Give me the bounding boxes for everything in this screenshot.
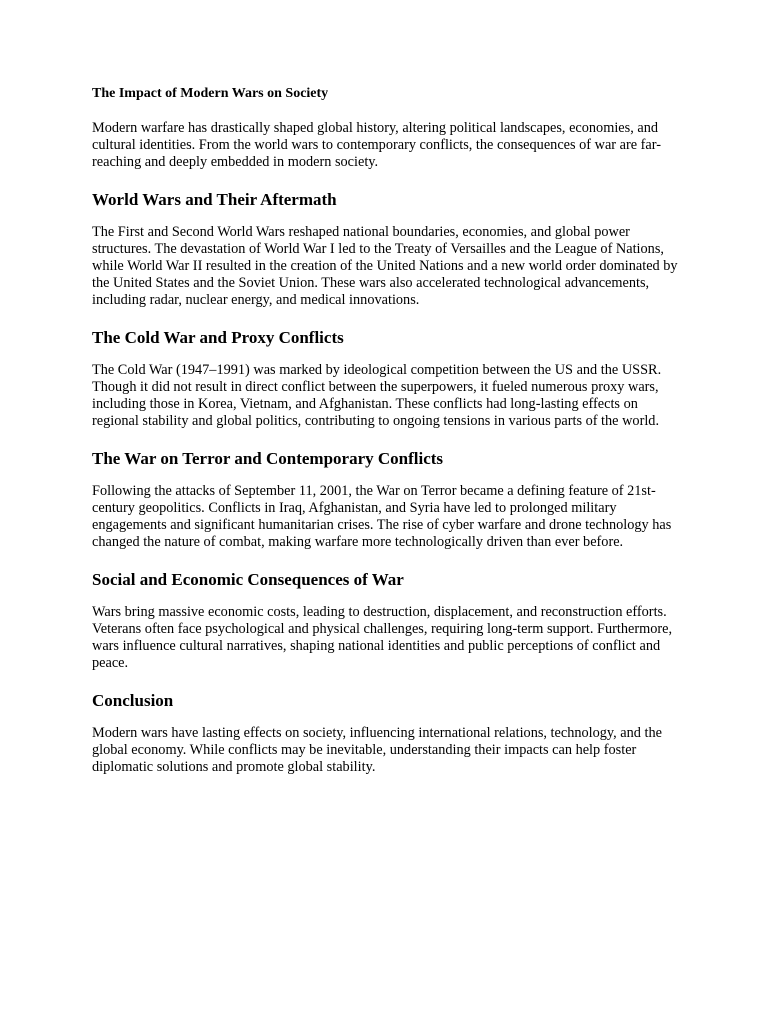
section-body-cold-war: The Cold War (1947–1991) was marked by ideological competition between the US and the USSR. Though it did not result in direct conflict between the superpowers, it fueled numerous proxy wars, including those in Korea, Vietnam, and Afghanistan. These conflicts had long-lasting effects on regional stability and global politics, contributing to ongoing tensions in various parts of the world. <box>92 362 662 429</box>
intro-paragraph: Modern warfare has drastically shaped global history, altering political landscapes, economies, and cultural identities. From the world wars to contemporary conflicts, the consequences of war are far-reaching and deeply embedded in modern society. <box>92 120 662 170</box>
section-heading-cold-war: The Cold War and Proxy Conflicts <box>92 328 344 347</box>
section-heading-conclusion: Conclusion <box>92 691 174 710</box>
document-title: The Impact of Modern Wars on Society <box>92 86 329 101</box>
section-body-conclusion: Modern wars have lasting effects on society, influencing international relations, technology, and the global economy. While conflicts may be inevitable, understanding their impacts can help foster diplomatic solutions and promote global stability. <box>92 725 662 775</box>
section-body-war-on-terror: Following the attacks of September 11, 2001, the War on Terror became a defining feature of 21st-century geopolitics. Conflicts in Iraq, Afghanistan, and Syria have led to prolonged military engagements and significant humanitarian crises. The rise of cyber warfare and drone technology has changed the nature of combat, making warfare more technologically driven than ever before. <box>92 483 672 550</box>
document-page <box>92 84 682 776</box>
section-body-consequences: Wars bring massive economic costs, leading to destruction, displacement, and reconstruction efforts. Veterans often face psychological and physical challenges, requiring long-term support. Furthermore, wars influence cultural narratives, shaping national identities and public perceptions of conflict and peace. <box>92 604 673 671</box>
section-heading-consequences: Social and Economic Consequences of War <box>92 570 404 589</box>
section-body-world-wars: The First and Second World Wars reshaped national boundaries, economies, and global power structures. The devastation of World War I led to the Treaty of Versailles and the League of Nations, while World War II resulted in the creation of the United Nations and a new world order dominated by the United States and the Soviet Union. These wars also accelerated technological advancements, including radar, nuclear energy, and medical innovations. <box>92 224 678 308</box>
section-heading-world-wars: World Wars and Their Aftermath <box>92 190 337 209</box>
section-heading-war-on-terror: The War on Terror and Contemporary Conflicts <box>92 449 444 468</box>
